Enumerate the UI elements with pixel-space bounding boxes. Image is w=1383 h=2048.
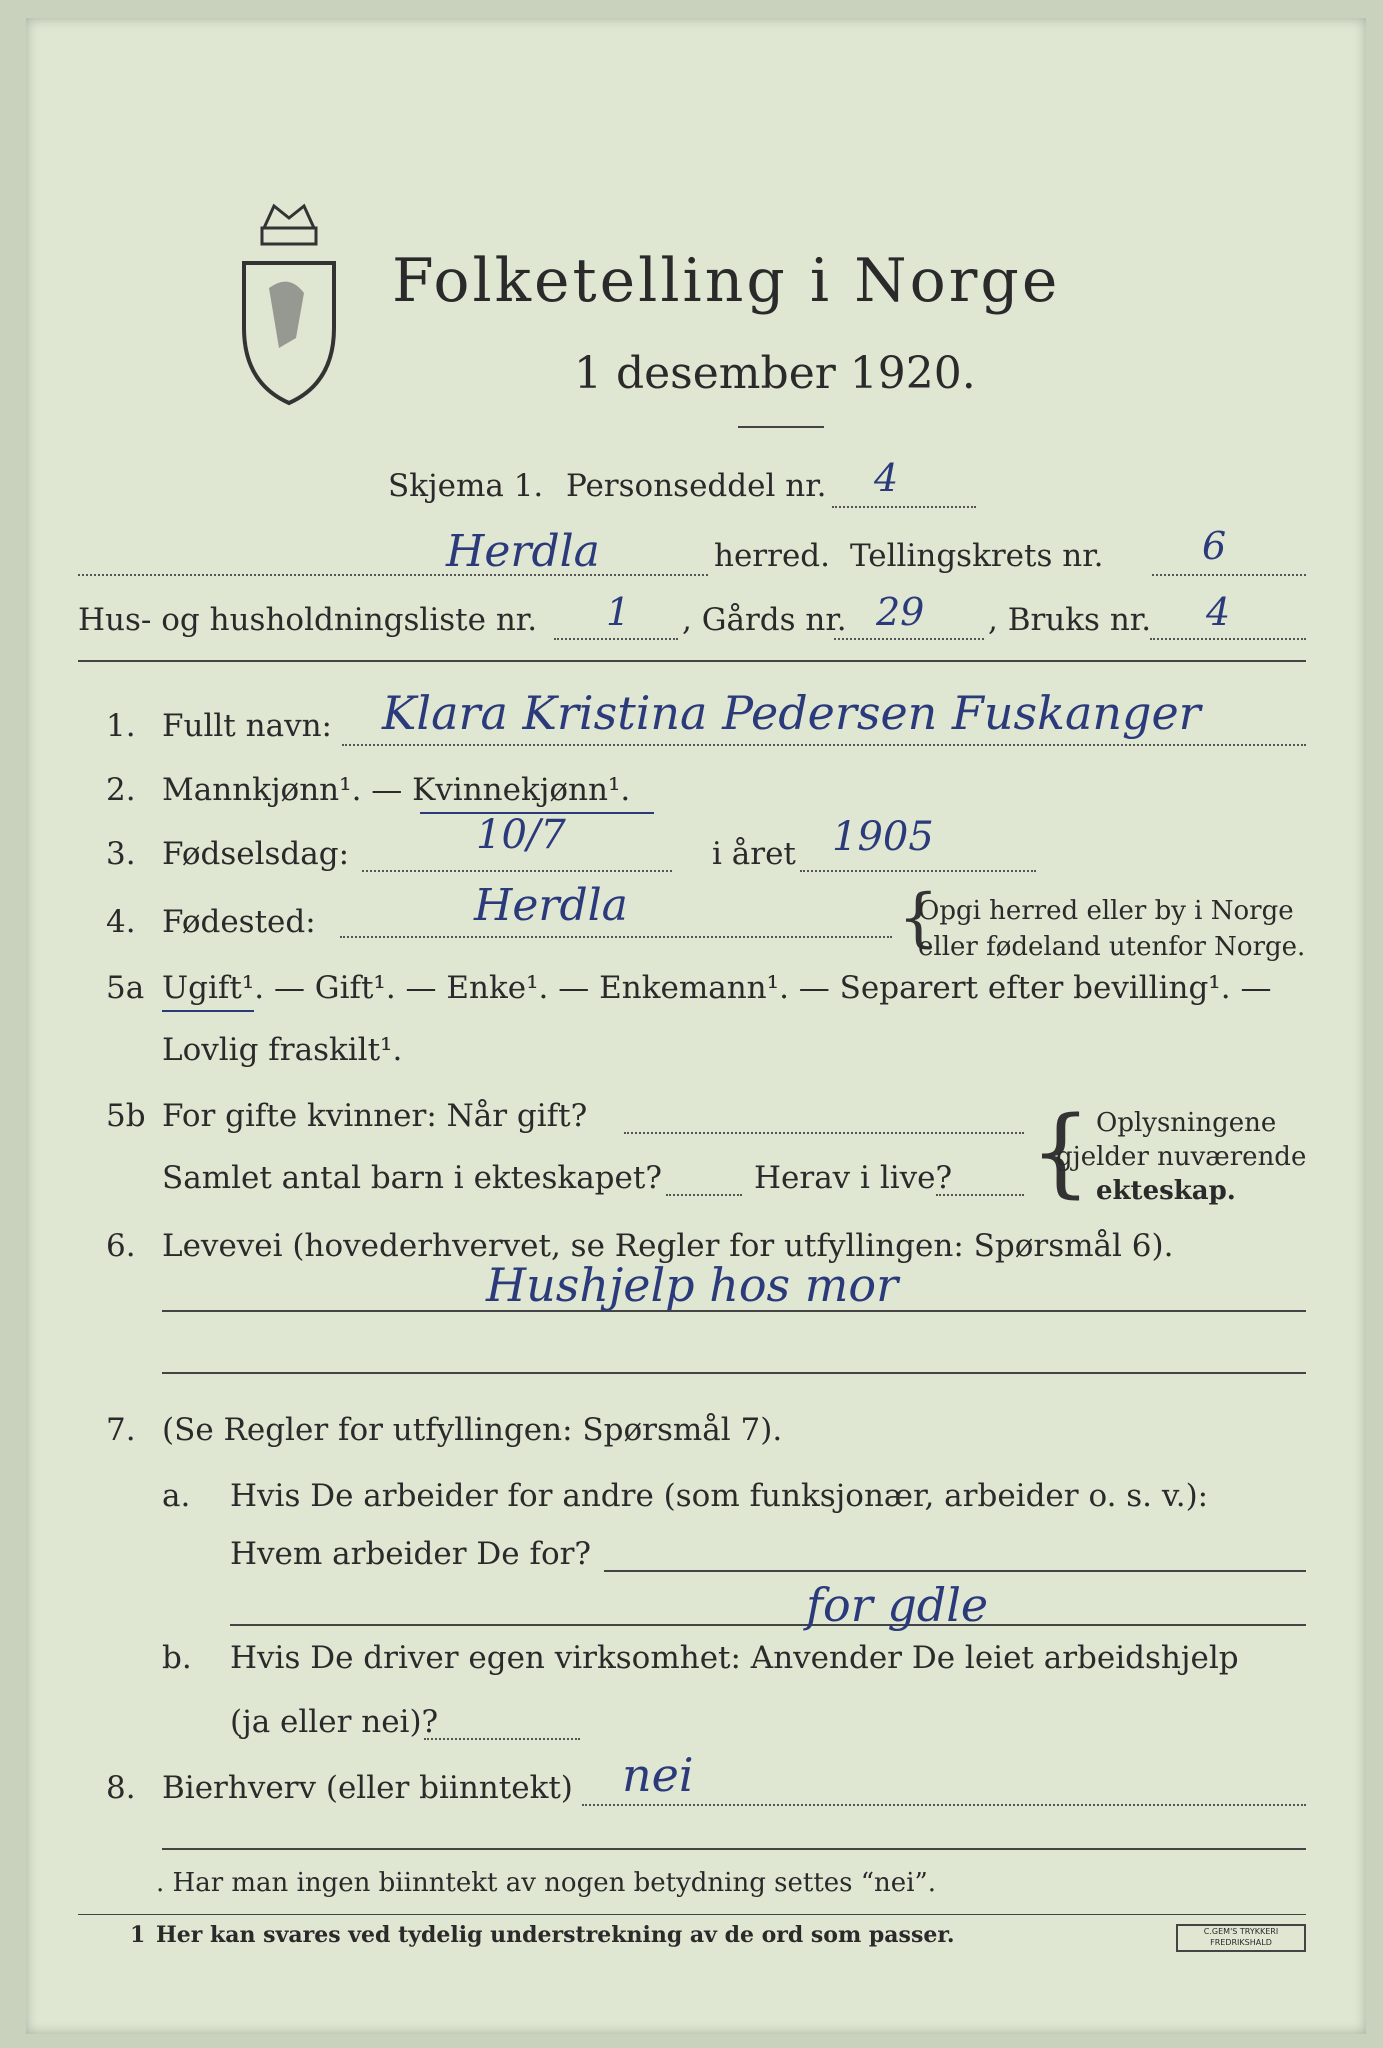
form-title: Folketelling i Norge — [392, 246, 1061, 316]
printer-stamp: C.GEM'S TRYKKERI FREDRIKSHALD — [1176, 1924, 1306, 1952]
q5b-number: 5b — [106, 1098, 146, 1134]
gards-label: , Gårds nr. — [682, 602, 847, 638]
gards-value: 29 — [876, 590, 925, 634]
q7a-line1: Hvis De arbeider for andre (som funksjonær, arbeider o. s. v.): — [230, 1478, 1209, 1514]
husholdningsliste-value: 1 — [606, 590, 631, 634]
q4-label: Fødested: — [162, 904, 316, 940]
header-divider — [78, 660, 1306, 662]
q6-label: Levevei (hovederhvervet, se Regler for utfyllingen: Spørsmål 6). — [162, 1228, 1174, 1264]
coat-of-arms-icon — [234, 188, 344, 408]
side-income-value: nei — [622, 1748, 694, 1802]
q7b-number: b. — [162, 1640, 192, 1676]
footer-note: . Har man ingen biinntekt av nogen betydning settes “nei”. — [156, 1868, 937, 1898]
q3-number: 3. — [106, 836, 136, 872]
q7b-line1: Hvis De driver egen virksomhet: Anvender De leiet arbeidshjelp — [230, 1640, 1239, 1676]
footnote-number: 1 — [130, 1922, 146, 1948]
employer-value: for gdle — [806, 1578, 989, 1632]
q8-label: Bierhverv (eller biinntekt) — [162, 1770, 573, 1806]
skjema-label: Skjema 1. — [388, 468, 544, 504]
q2-number: 2. — [106, 772, 136, 808]
husholdningsliste-label: Hus- og husholdningsliste nr. — [78, 602, 538, 638]
form-date: 1 desember 1920. — [574, 348, 976, 399]
tellingskrets-label: Tellingskrets nr. — [850, 538, 1104, 574]
personseddel-value: 4 — [874, 456, 899, 500]
q6-number: 6. — [106, 1228, 136, 1264]
q5b-note-2: gjelder nuværende — [1056, 1142, 1307, 1172]
q5b-children-label: Samlet antal barn i ekteskapet? — [162, 1160, 662, 1196]
title-divider — [738, 426, 824, 428]
census-form: Folketelling i Norge 1 desember 1920. Skjema 1. Personseddel nr. 4 Herdla herred. Tellingskrets nr. 6 Hus- og husholdningsliste nr. 1 , Gårds nr. 29 , Bruks nr. 4 1. Fullt navn: Klara Kristina Pedersen Fuskanger 2. Mannkjønn¹. — Kvinnekjønn¹. 3. Fødselsdag: 10/7 i året 1905 4. Fødested: Herdla { Opgi herred eller by i Norge eller fødeland utenfor Norge. 5a Ugift¹. — Gift¹. — Enke¹. — Enkemann¹. — Separert efter bevilling¹. — Lovlig fraskilt¹. 5b For gifte kvinner: Når gift? Samlet antal barn i ekteskapet? Herav i live? { Oplysningene gjelder nuværende ekteskap. 6. Levevei (hovederhvervet, se Regler for utfyllingen: Spørsmål 6). Hushjelp hos mor 7. (Se Regler for utfyllingen: Spørsmål 7). a. Hvis De arbeider for andre (som funksjonær, arbeider o. s. v.): Hvem arbeider De for? for gdle b. Hvis De driver egen virksomhet: Anvender De leiet arbeidshjelp (ja eller nei)? 8. Bierhverv (eller biinntekt) nei . Har man ingen biinntekt av nogen betydning settes “nei”. 1 Her kan svares ved tydelig understrekning av de ord som passer. C.GEM'S TRYKKERI FREDRIKSHALD — [26, 18, 1366, 2034]
q5b-note-3: ekteskap. — [1096, 1176, 1236, 1206]
birthplace-value: Herdla — [474, 880, 628, 931]
herred-value: Herdla — [446, 526, 600, 577]
q7a-number: a. — [162, 1478, 191, 1514]
gender-options: Mannkjønn¹. — Kvinnekjønn¹. — [162, 772, 631, 808]
q7a-line2: Hvem arbeider De for? — [230, 1536, 592, 1572]
birth-year-value: 1905 — [832, 814, 934, 860]
birth-day-value: 10/7 — [476, 812, 566, 858]
q5b-line1: For gifte kvinner: Når gift? — [162, 1098, 588, 1134]
marital-status-line2: Lovlig fraskilt¹. — [162, 1032, 403, 1068]
footnote-text: Her kan svares ved tydelig understrekning av de ord som passer. — [156, 1922, 955, 1948]
q1-label: Fullt navn: — [162, 708, 332, 744]
full-name-value: Klara Kristina Pedersen Fuskanger — [382, 686, 1201, 740]
occupation-value: Hushjelp hos mor — [486, 1258, 899, 1312]
birthplace-note-2: eller fødeland utenfor Norge. — [918, 932, 1306, 962]
marital-underline — [162, 1010, 254, 1012]
q8-number: 8. — [106, 1770, 136, 1806]
marital-status-options: Ugift¹. — Gift¹. — Enke¹. — Enkemann¹. — Separert efter bevilling¹. — — [162, 970, 1272, 1006]
q7b-line2: (ja eller nei)? — [230, 1704, 439, 1740]
q5a-number: 5a — [106, 970, 145, 1006]
year-label: i året — [712, 836, 796, 872]
q1-number: 1. — [106, 708, 136, 744]
q3-label: Fødselsdag: — [162, 836, 350, 872]
bruks-value: 4 — [1206, 590, 1231, 634]
tellingskrets-value: 6 — [1202, 524, 1227, 568]
q5b-alive-label: Herav i live? — [754, 1160, 953, 1196]
q4-number: 4. — [106, 904, 136, 940]
bruks-label: , Bruks nr. — [988, 602, 1152, 638]
herred-label: herred. — [714, 538, 830, 574]
q5b-note-1: Oplysningene — [1096, 1108, 1277, 1138]
q7-number: 7. — [106, 1412, 136, 1448]
personseddel-label: Personseddel nr. — [566, 468, 827, 504]
birthplace-note-1: Opgi herred eller by i Norge — [918, 896, 1294, 926]
q7-label: (Se Regler for utfyllingen: Spørsmål 7). — [162, 1412, 783, 1448]
